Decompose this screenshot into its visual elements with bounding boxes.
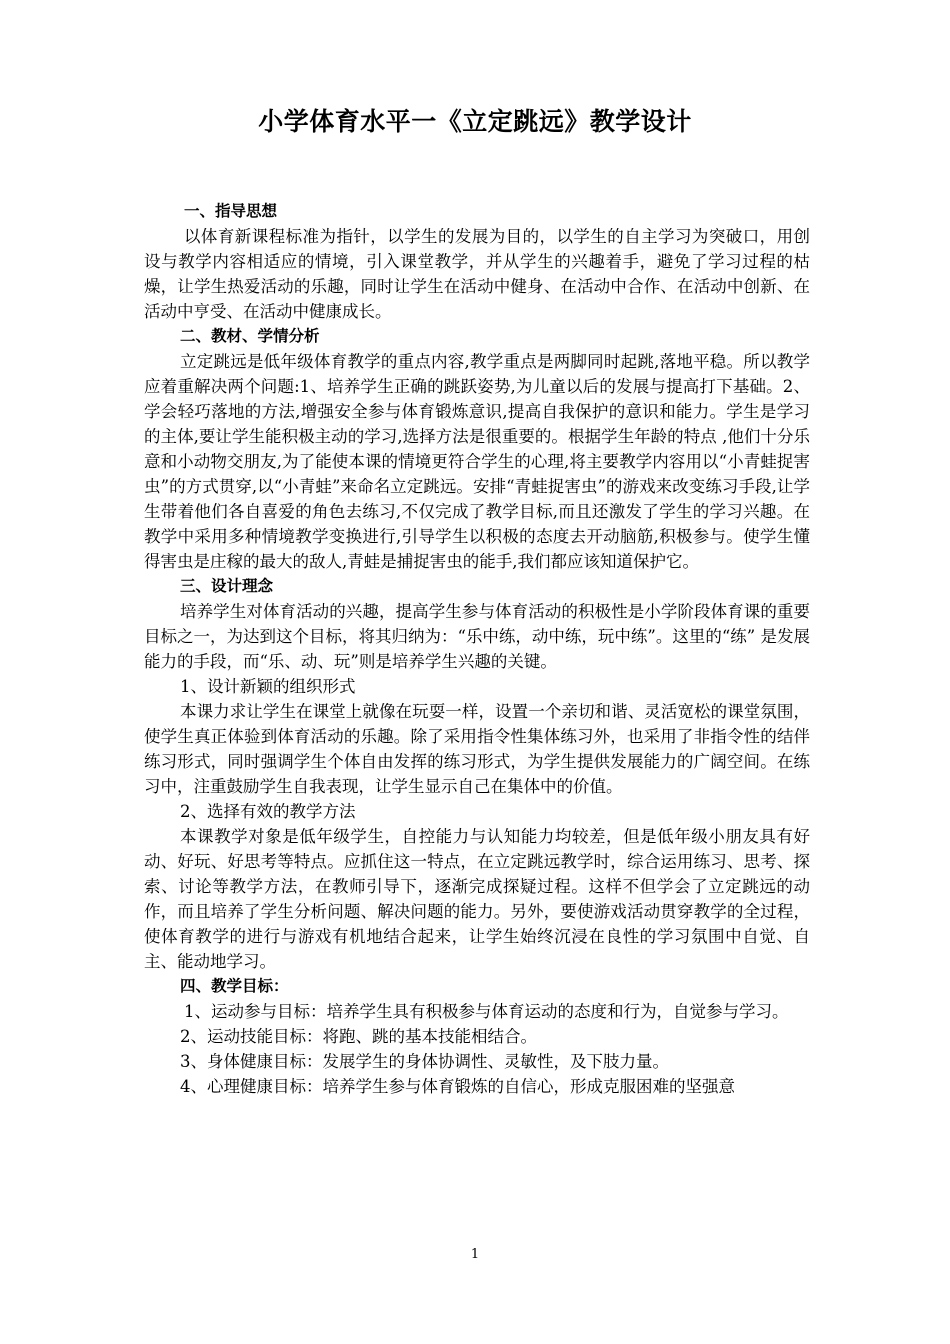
page-number: 1	[470, 1247, 480, 1262]
goal-item-skills: 2、运动技能目标：将跑、跳的基本技能相结合。	[180, 1027, 537, 1046]
section-heading-guiding-thought: 一、指导思想	[184, 202, 278, 220]
paragraph-teaching-method: 本课教学对象是低年级学生，自控能力与认知能力均较差，但是低年级小朋友具有好动、好玩、好思考等特点。应抓住这一特点，在立定跳远教学时，综合运用练习、思考、探索、讨论等教学方法，在教师引导下，逐渐完成探疑过程。这样不但学会了立定跳远的动作，而且培养了学生分析问题、解决问题的能力。另外，要使游戏活动贯穿教学的全过程，使体育教学的进行与游戏有机地结合起来，让学生始终沉浸在良性的学习氛围中自觉、自主、能动地学习。	[144, 827, 810, 971]
goal-item-participation: 1、运动参与目标：培养学生具有积极参与体育运动的态度和行为，自觉参与学习。	[184, 1002, 789, 1021]
paragraph-guiding-thought: 以体育新课程标准为指针，以学生的发展为目的，以学生的自主学习为突破口，用创设与教学内容相适应的情境，引入课堂教学，并从学生的兴趣着手，避免了学习过程的枯燥，让学生热爱活动的乐趣，同时让学生在活动中健身、在活动中合作、在活动中创新、在活动中亨受、在活动中健康成长。	[144, 227, 810, 321]
section-heading-material-analysis: 二、教材、学情分析	[180, 327, 320, 345]
goal-item-mental-health: 4、心理健康目标：培养学生参与体育锻炼的自信心，形成克服困难的坚强意	[180, 1077, 735, 1096]
section-heading-design-concept: 三、设计理念	[180, 577, 274, 595]
paragraph-material-analysis: 立定跳远是低年级体育教学的重点内容,教学重点是两脚同时起跳,落地平稳。所以教学应着重解决两个问题:1、培养学生正确的跳跃姿势,为儿童以后的发展与提高打下基础。2、学会轻巧落地的方法,增强安全参与体育锻炼意识,提高自我保护的意识和能力。学生是学习的主体,要让学生能积极主动的学习,选择方法是很重要的。根据学生年龄的特点 ,他们十分乐意和小动物交朋友,为了能使本课的情境更符合学生的心理,将主要教学内容用以“小青蛙捉害虫”的方式贯穿,以“小青蛙”来命名立定跳远。安排“青蛙捉害虫”的游戏来改变练习手段,让学生带着他们各自喜爱的角色去练习,不仅完成了教学目标,而且还激发了学生的学习兴趣。在教学中采用多种情境教学变换进行,引导学生以积极的态度去开动脑筋,积极参与。使学生懂得害虫是庄稼的最大的敌人,青蛙是捕捉害虫的能手,我们都应该知道保护它。	[144, 352, 810, 571]
paragraph-organization-form: 本课力求让学生在课堂上就像在玩耍一样，设置一个亲切和谐、灵活宽松的课堂氛围，使学生真正体验到体育活动的乐趣。除了采用指令性集体练习外，也采用了非指令性的结伴练习形式，同时强调学生个体自由发挥的练习形式，为学生提供发展能力的广阔空间。在练习中，注重鼓励学生自我表现，让学生显示自己在集体中的价值。	[144, 702, 810, 796]
section-heading-teaching-goals: 四、教学目标：	[180, 977, 289, 995]
paragraph-design-concept: 培养学生对体育活动的兴趣，提高学生参与体育活动的积极性是小学阶段体育课的重要目标之一，为达到这个目标，将其归纳为：“乐中练，动中练，玩中练”。这里的“练” 是发展能力的手段，而“乐、动、玩”则是培养学生兴趣的关键。	[144, 602, 810, 671]
subheading-organization-form: 1、设计新颖的组织形式	[180, 677, 356, 696]
document-title: 小学体育水平一《立定跳远》教学设计	[258, 107, 692, 136]
subheading-teaching-method: 2、选择有效的教学方法	[180, 802, 356, 821]
goal-item-physical-health: 3、身体健康目标：发展学生的身体协调性、灵敏性，及下肢力量。	[180, 1052, 669, 1071]
document-body	[144, 199, 810, 1099]
